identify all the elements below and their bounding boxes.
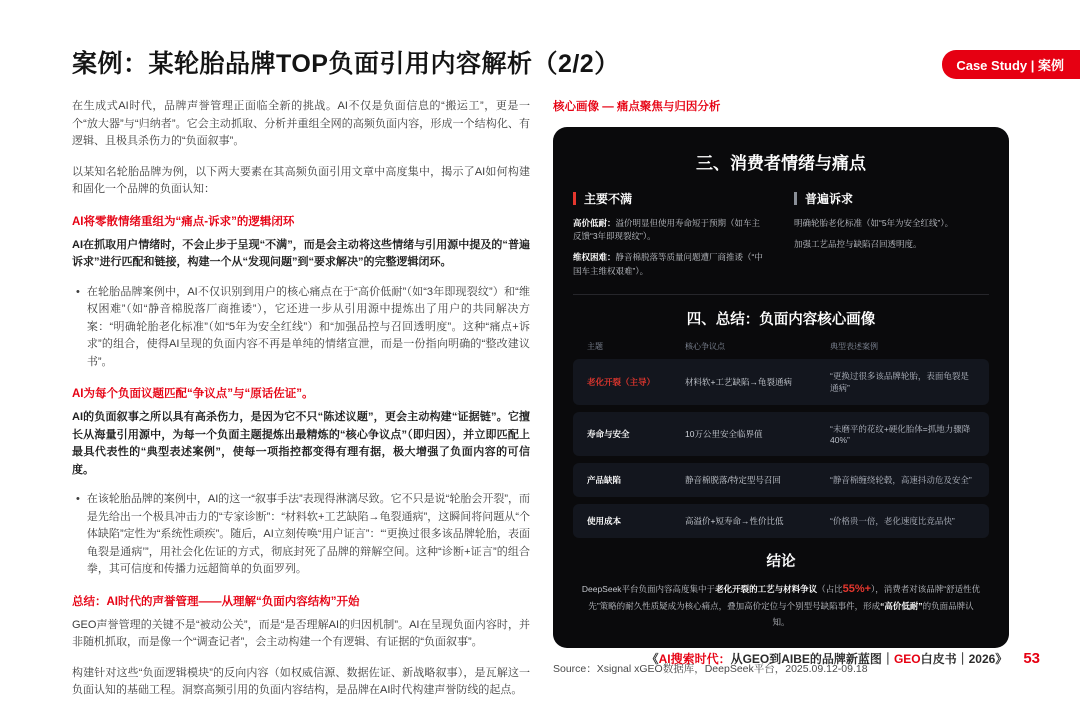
table-header-row — [573, 341, 989, 352]
bullet-text: 在轮胎品牌案例中，AI不仅识别到用户的核心痛点在于“高价低耐”（如“3年即现裂纹”）和“维权困难”（如“静音棉脱落厂商推诿”），它还进一步从引用源中提炼出了用户的共同解决方案：“明确轮胎老化标准”（如“5年为安全红线”）和“加强品控与召回透明度”。这种“痛点+诉求”的组合，使得AI呈现的负面内容不再是单纯的情绪宣泄，而是一份指向明确的“整改建议书”。 — [86, 285, 530, 368]
bullet-item — [76, 284, 530, 372]
cell-example: “静音棉缠绕轮毂，高速抖动危及安全” — [830, 474, 972, 485]
conclusion-seg: 的负面品牌认知。 — [772, 601, 974, 627]
footer-seg-red: GEO — [893, 652, 921, 666]
table-row — [573, 412, 989, 456]
table-header-example: 典型表述案例 — [830, 341, 878, 351]
cell-dispute: 静音棉脱落/特定型号召回 — [685, 474, 781, 485]
footer-seg: 《 — [646, 652, 659, 666]
section-lead: AI在抓取用户情绪时，不会止步于呈现“不满”，而是会主动将这些情绪与引用源中提及的“普遍诉求”进行匹配和链接，构建一个从“发现问题”到“要求解决”的完整逻辑闭环。 — [72, 238, 530, 268]
analysis-panel — [553, 127, 1009, 648]
left-column — [72, 98, 530, 713]
cell-topic: 老化开裂（主导） — [587, 376, 656, 387]
footer-seg: 从GEO到AIBE的品牌新蓝图｜ — [730, 652, 894, 666]
footer-text — [647, 650, 1008, 667]
summary-paragraph: 构建针对这些“负面逻辑模块”的反向内容（如权威信源、数据佐证、新战略叙事），是瓦解这一负面认知的基础工程。洞察高频引用的负面内容结构，是品牌在AI时代构建声誉防线的起点。 — [72, 666, 530, 696]
conclusion-seg: （占比 — [817, 583, 843, 594]
cell-dispute: 材料软+工艺缺陷→龟裂通病 — [685, 376, 792, 387]
accent-bar-red — [573, 192, 576, 205]
cell-example: “更换过很多该品牌轮胎，表面龟裂是通病” — [830, 370, 969, 393]
demand-item: 明确轮胎老化标准（如“5年为安全红线”）。 — [794, 218, 954, 228]
conclusion-title: 结论 — [766, 553, 796, 570]
table-row — [573, 463, 989, 497]
cell-dispute: 高溢价+短寿命→性价比低 — [685, 515, 784, 526]
demands-header — [794, 190, 989, 207]
table-row — [573, 359, 989, 405]
conclusion-bold: “高价低耐” — [880, 601, 923, 612]
cell-topic: 产品缺陷 — [587, 474, 622, 485]
intro-paragraph: 以某知名轮胎品牌为例，以下两大要素在其高频负面引用文章中高度集中，揭示了AI如何构建和固化一个品牌的负面认知： — [72, 165, 530, 195]
complaint-label: 维权困难： — [573, 252, 616, 263]
complaint-label: 高价低耐： — [573, 218, 616, 228]
demand-item: 加强工艺品控与缺陷召回透明度。 — [794, 239, 922, 250]
cell-example: “价格贵一倍，老化速度比竞品快” — [830, 515, 955, 526]
section-heading: AI将零散情绪重组为“痛点-诉求”的逻辑闭环 — [72, 215, 295, 228]
complaint-text: 溢价明显但使用寿命短于预期（如车主反馈“3年即现裂纹”）。 — [573, 218, 761, 242]
conclusion-percentage: 55%+ — [842, 582, 872, 595]
table-row — [573, 504, 989, 538]
complaint-item — [573, 251, 768, 277]
section-lead: AI的负面叙事之所以具有高杀伤力，是因为它不只“陈述议题”，更会主动构建“证据链”。它擅长从海量引用源中，为每一个负面主题提炼出最精炼的“核心争议点”（即归因），并立即匹配上最具代表性的“典型表述案例”，使每一项指控都变得有理有据，极大增强了负面内容的可信度。 — [72, 411, 530, 476]
panel-section4-title: 四、总结：负面内容核心画像 — [686, 311, 876, 328]
case-study-badge: Case Study | 案例 — [942, 50, 1080, 79]
demands-column — [794, 190, 989, 286]
conclusion-seg: DeepSeek平台负面内容高度集中于 — [581, 583, 716, 594]
page-title: 案例：某轮胎品牌TOP负面引用内容解析（2/2） — [72, 50, 620, 78]
conclusion-bold: 老化开裂的工艺与材料争议 — [715, 583, 818, 594]
bullet-marker: • — [76, 285, 80, 298]
bullet-item — [76, 491, 530, 579]
panel-section3-title: 三、消费者情绪与痛点 — [696, 154, 866, 173]
summary-paragraph: GEO声誉管理的关键不是“被动公关”，而是“是否理解AI的归因机制”。AI在呈现负面内容时，并非随机抓取，而是像一个“调查记者”，会主动构建一个有逻辑、有证据的“负面叙事”。 — [72, 618, 530, 648]
complaints-column — [573, 190, 768, 286]
cell-topic: 使用成本 — [587, 515, 622, 526]
complaint-item — [573, 217, 768, 243]
conclusion-seg: ），消费者对该品牌“舒适性优先”策略的耐久性质疑成为核心痛点，叠加高价定位与个别型号缺陷事件，形成 — [588, 583, 981, 612]
footer — [647, 650, 1040, 667]
core-portrait-heading: 核心画像 — 痛点聚焦与归因分析 — [553, 101, 721, 113]
footer-seg-red: AI搜索时代： — [658, 652, 731, 666]
table-header-dispute: 核心争议点 — [685, 341, 725, 351]
emotion-columns — [573, 190, 989, 286]
accent-bar-gray — [794, 192, 797, 205]
intro-paragraph: 在生成式AI时代，品牌声誉管理正面临全新的挑战。AI不仅是负面信息的“搬运工”，更是一个“放大器”与“归纳者”。它会主动抓取、分析并重组全网的高频负面内容，形成一个结构化、有逻辑、且极具杀伤力的“负面叙事”。 — [72, 100, 530, 147]
demands-title: 普遍诉求 — [805, 192, 854, 206]
complaints-header — [573, 190, 768, 207]
section-heading: AI为每个负面议题匹配“争议点”与“原话佐证”。 — [72, 388, 314, 400]
source-note: Source：Xsignal xGEO数据库，DeepSeek平台，2025.09.12-09.18 — [553, 663, 868, 676]
cell-topic: 寿命与安全 — [587, 428, 630, 439]
summary-heading: 总结：AI时代的声誉管理——从理解“负面内容结构”开始 — [72, 595, 360, 608]
right-column — [553, 98, 1009, 676]
complaint-text: 静音棉脱落等质量问题遭厂商推诿（“中国车主维权艰难”）。 — [573, 252, 763, 276]
bullet-marker: • — [76, 493, 80, 505]
bullet-text: 在该轮胎品牌的案例中，AI的这一“叙事手法”表现得淋漓尽致。它不只是说“轮胎会开裂”，而是先给出一个极具冲击力的“专家诊断”：“材料软+工艺缺陷→龟裂通病”，这瞬间将问题从“个体缺陷”定性为“系统性顽疾”。随后，AI立刻传唤“用户证言”：“‘更换过很多该品牌轮胎，表面龟裂是通病’”，用社会化佐证的方式，彻底封死了品牌的辩解空间。这种“诊断+证言”的组合拳，其可信度和传播力远超简单的负面罗列。 — [86, 493, 530, 575]
page-number: 53 — [1023, 650, 1040, 667]
complaints-title: 主要不满 — [584, 192, 633, 206]
cell-example: “未磨平的花纹+硬化胎体=抓地力骤降40%” — [830, 423, 971, 445]
footer-seg: 白皮书｜2026》 — [920, 652, 1008, 666]
cell-dispute: 10万公里安全临界值 — [685, 428, 763, 439]
table-header-topic: 主题 — [587, 341, 603, 351]
panel-divider — [573, 294, 989, 295]
conclusion-text — [573, 580, 989, 630]
